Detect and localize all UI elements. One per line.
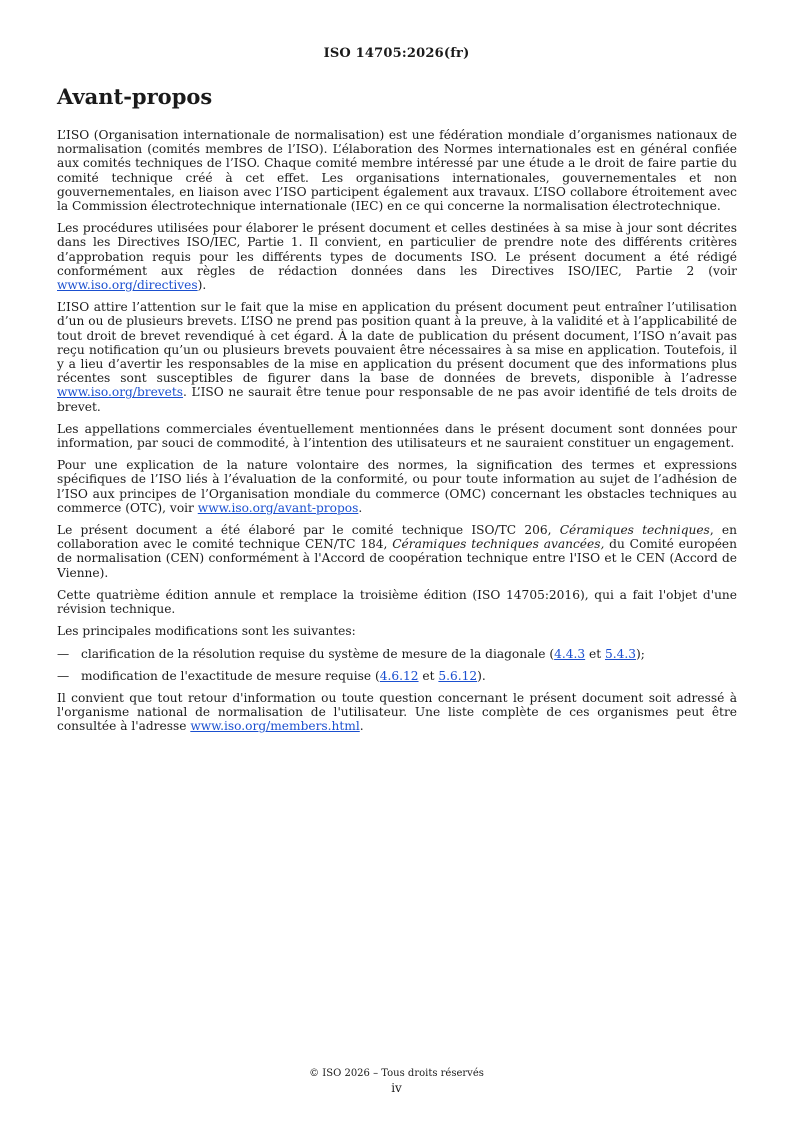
page-title: Avant-propos (57, 84, 213, 109)
paragraph-end: . L’ISO ne saurait être tenue pour responsable de ne pas avoir identifié de tels droits de brevet. (57, 385, 737, 414)
paragraph-trade-names: Les appellations commerciales éventuellement mentionnées dans le présent document sont données pour information, par souci de commodité, à l’intention des utilisateurs et ne sauraient constituer un engagement. (57, 421, 737, 451)
paragraph-feedback (57, 691, 737, 734)
members-link[interactable]: www.iso.org/members.html (190, 719, 360, 734)
committee-title: Céramiques techniques avancées, (392, 537, 605, 552)
dash-bullet: — (57, 668, 70, 683)
paragraph-edition: Cette quatrième édition annule et remplace la troisième édition (ISO 14705:2016), qui a fait l'objet d'une révision technique. (57, 587, 737, 617)
foreword-link[interactable]: www.iso.org/avant-propos (197, 500, 359, 515)
paragraph-text: Il convient que tout retour d'information ou toute question concernant le présent document soit adressé à l'organisme national de normalisation de l'utilisateur. Une liste complète de ces organismes peut être consultée à l'adresse (57, 690, 737, 734)
patents-link[interactable]: www.iso.org/brevets (57, 385, 184, 400)
paragraph-end: . (359, 719, 364, 734)
paragraph-text: Les procédures utilisées pour élaborer le présent document et celles destinées à sa mise à jour sont décrites dans les Directives ISO/IEC, Partie 1. Il convient, en particulier de prendre note des différents critères d’approbation requis pour les différents types de documents ISO. Le présent document a été rédigé conformément aux règles de rédaction données dans les Directives ISO/IEC, Partie 2 (voir (57, 221, 737, 278)
clause-link-4-6-12[interactable]: 4.6.12 (379, 668, 419, 683)
clause-link-5-4-3[interactable]: 5.4.3 (605, 646, 637, 661)
list-item (57, 647, 737, 661)
clause-link-5-6-12[interactable]: 5.6.12 (438, 668, 478, 683)
list-item-text: modification de l'exactitude de mesure requise (4.6.12 et 5.6.12). (81, 668, 486, 683)
list-item-text: clarification de la résolution requise du système de mesure de la diagonale (4.4.3 et 5.4.3); (81, 646, 645, 661)
paragraph-text: , en collaboration avec le comité technique CEN/TC 184, (57, 523, 737, 552)
paragraph-iso-intro: L’ISO (Organisation internationale de normalisation) est une fédération mondiale d’organismes nationaux de normalisation (comités membres de l’ISO). L’élaboration des Normes internationales est en général confiée aux comités techniques de l’ISO. Chaque comité membre intéressé par une étude a le droit de faire partie du comité technique créé à cet effet. Les organisations internationales, gouvernementales et non gouvernementales, en liaison avec l’ISO participent également aux travaux. L’ISO collabore étroitement avec la Commission électrotechnique internationale (IEC) en ce qui concerne la normalisation électrotechnique. (57, 128, 737, 214)
foreword-body (57, 128, 737, 742)
directives-link[interactable]: www.iso.org/directives (57, 278, 198, 293)
paragraph-text: Pour une explication de la nature volontaire des normes, la signification des termes et expressions spécifiques de l’ISO liés à l’évaluation de la conformité, ou pour toute information au sujet de l’adhésion de l’ISO aux principes de l’Organisation mondiale du commerce (OMC) concernant les obstacles techniques au commerce (OTC), voir (57, 458, 737, 515)
document-identifier: ISO 14705:2026(fr) (323, 46, 470, 61)
paragraph-text: du Comité européen de normalisation (CEN) conformément à l'Accord de coopération technique entre l'ISO et le CEN (Accord de Vienne). (57, 537, 737, 580)
paragraph-text: L’ISO attire l’attention sur le fait que la mise en application du présent document peut entraîner l’utilisation d’un ou de plusieurs brevets. L’ISO ne prend pas position quant à la preuve, à la validité et à l’applicabilité de tout droit de brevet revendiqué à cet égard. À la date de publication du présent document, l’ISO n’avait pas reçu notification qu’un ou plusieurs brevets pouvaient être nécessaires à sa mise en application. Toutefois, il y a lieu d’avertir les responsables de la mise en application du présent document que des informations plus récentes sont susceptibles de figurer dans la base de données de brevets, disponible à l’adresse (57, 300, 737, 386)
list-item (57, 669, 737, 683)
committee-title: Céramiques techniques (559, 523, 710, 538)
page-number: iv (391, 1081, 402, 1095)
copyright-notice: © ISO 2026 – Tous droits réservés (309, 1068, 484, 1079)
page-footer (0, 1067, 793, 1095)
paragraph-patents (57, 300, 737, 414)
paragraph-end: . (358, 500, 363, 515)
paragraph-changes-intro: Les principales modifications sont les suivantes: (57, 624, 356, 639)
paragraph-text: Le présent document a été élaboré par le comité technique ISO/TC 206, (57, 523, 560, 538)
clause-link-4-4-3[interactable]: 4.4.3 (554, 646, 586, 661)
paragraph-committee (57, 523, 737, 580)
paragraph-procedures (57, 221, 737, 292)
paragraph-end: ). (197, 278, 207, 293)
paragraph-voluntary-nature (57, 458, 737, 515)
dash-bullet: — (57, 646, 70, 661)
